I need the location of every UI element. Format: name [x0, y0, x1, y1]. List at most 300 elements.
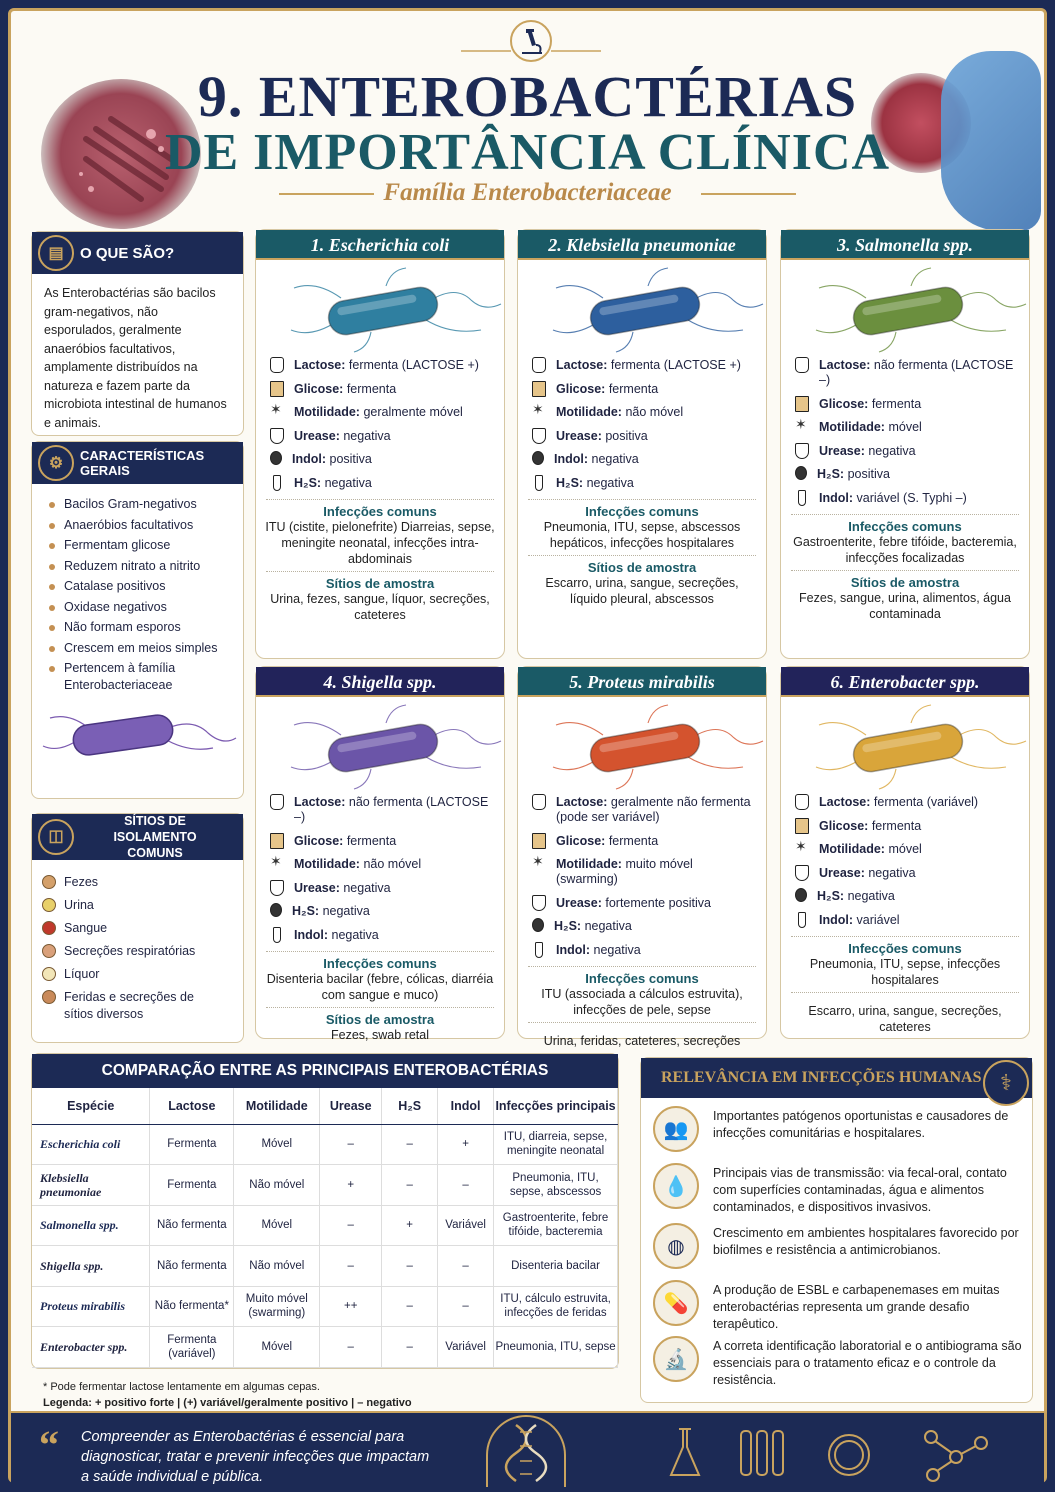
property-label: Urease:	[294, 880, 340, 895]
microscope-icon: 🔬	[653, 1336, 699, 1382]
table-cell: Fermenta	[150, 1165, 234, 1206]
property-label: Indol:	[292, 452, 327, 466]
table-cell: Pneumonia, ITU, sepse	[494, 1327, 618, 1368]
property-value: não móvel	[625, 405, 684, 419]
list-item: Oxidase negativos	[46, 599, 243, 616]
property-row	[795, 491, 1015, 506]
property-label: Urease:	[556, 895, 602, 910]
property-value: fermenta (LACTOSE +)	[348, 358, 479, 372]
table-row	[32, 1124, 618, 1165]
samples-heading: Sítios de amostra	[325, 1012, 435, 1027]
property-row	[532, 429, 752, 444]
relevance-text: A correta identificação laboratorial e o antibiograma são essenciais para o tratamento eficaz e o controle da resistência.	[713, 1339, 1022, 1387]
property-label: Motilidade:	[294, 405, 360, 419]
drop-icon: 💧	[653, 1163, 699, 1209]
property-value: negativa	[584, 919, 632, 933]
table-header-cell: Lactose	[150, 1088, 234, 1124]
property-value: positiva	[329, 452, 372, 466]
jar-icon	[795, 357, 809, 373]
samples-text: Urina, feridas, cateteres, secreções	[543, 1034, 741, 1048]
table-cell: ++	[320, 1286, 382, 1327]
divider	[791, 570, 1019, 571]
list-item: Reduzem nitrato a nitrito	[46, 558, 243, 575]
table-cell: Variável	[438, 1205, 494, 1246]
bacteria-card	[255, 666, 505, 1042]
property-value: fermenta	[608, 381, 659, 396]
property-value: não fermenta (LACTOSE –)	[819, 358, 1014, 387]
wound-icon	[42, 990, 56, 1004]
relevance-heading: RELEVÂNCIA EM INFECÇÕES HUMANAS	[641, 1058, 1032, 1098]
table-cell: –	[320, 1205, 382, 1246]
property-row	[532, 382, 752, 397]
table-cell: Não móvel	[234, 1165, 320, 1206]
list-item: Pertencem à família Enterobacteriaceae	[46, 660, 196, 694]
what-are-heading: O QUE SÃO?	[80, 244, 175, 262]
what-are-header	[32, 232, 243, 274]
table-cell: –	[382, 1246, 438, 1287]
samples-text: Escarro, urina, sangue, secreções, líquido pleural, abscessos	[545, 576, 739, 606]
motility-icon	[270, 404, 284, 420]
table-footnote: * Pode fermentar lactose lentamente em algumas cepas.	[43, 1381, 320, 1393]
table-row	[32, 1246, 618, 1287]
list-item: Urina	[42, 897, 243, 914]
table-cell: Não fermenta	[150, 1205, 234, 1246]
flask-icon	[270, 428, 284, 444]
general-features-list	[32, 496, 243, 694]
card-properties	[518, 358, 766, 491]
property-label: Motilidade:	[819, 420, 885, 434]
test-tube-icon	[535, 942, 543, 958]
property-value: geralmente não fermenta (pode ser variável)	[556, 795, 751, 824]
property-value: negativa	[868, 443, 916, 458]
flask-icon	[270, 880, 284, 896]
property-row	[532, 857, 752, 887]
table-cell: Fermenta	[150, 1124, 234, 1165]
flask-icon	[795, 865, 809, 881]
bacterium-illustration-icon	[781, 697, 1029, 795]
property-label: Urease:	[294, 428, 340, 443]
card-properties	[781, 795, 1029, 928]
drop-icon	[532, 918, 544, 932]
comparison-table-box	[31, 1053, 619, 1369]
infections-heading: Infecções comuns	[323, 956, 437, 971]
property-value: negativa	[868, 865, 916, 880]
infections-text: Pneumonia, ITU, sepse, abscessos hepáticos, infecções hospitalares	[543, 520, 741, 550]
list-item: Bacilos Gram-negativos	[46, 496, 243, 513]
what-are-box	[31, 231, 244, 436]
book-icon: ▤	[38, 235, 74, 271]
property-label: H₂S:	[554, 919, 582, 933]
table-header-cell: Urease	[320, 1088, 382, 1124]
header	[11, 11, 1044, 226]
infections-text: Disenteria bacilar (febre, cólicas, diarréia com sangue e muco)	[266, 972, 494, 1002]
table-cell: Gastroenterite, febre tifóide, bacteremia	[494, 1205, 618, 1246]
property-value: fermenta (LACTOSE +)	[610, 358, 741, 372]
table-row	[32, 1165, 618, 1206]
general-features-header	[32, 442, 243, 484]
property-label: Lactose:	[294, 358, 346, 372]
drop-icon	[532, 451, 544, 465]
relevance-item	[653, 1223, 1023, 1269]
bacteria-card	[255, 229, 505, 659]
divider	[266, 1007, 494, 1008]
property-value: negativa	[343, 428, 391, 443]
bacteria-card	[517, 666, 767, 1048]
flask-icon	[532, 895, 546, 911]
table-header-row	[32, 1088, 618, 1124]
samples-heading: Sítios de amostra	[325, 576, 435, 591]
isolation-sites-list	[32, 860, 243, 1023]
stool-icon	[42, 875, 56, 889]
table-cell: –	[382, 1165, 438, 1206]
motility-icon	[270, 856, 284, 872]
property-row	[795, 842, 1015, 857]
infections-heading: Infecções comuns	[585, 504, 699, 519]
jar-icon	[795, 794, 809, 810]
motility-icon	[795, 841, 809, 857]
infections-text: Pneumonia, ITU, sepse, infecções hospitalares	[809, 957, 1001, 987]
table-cell: –	[438, 1246, 494, 1287]
property-label: Glicose:	[819, 396, 869, 411]
bacteria-card	[780, 666, 1030, 1039]
table-cell: +	[320, 1165, 382, 1206]
table-row	[32, 1286, 618, 1327]
property-value: fortemente positiva	[605, 895, 711, 910]
lab-glassware-icon	[661, 1417, 1021, 1487]
relevance-text: Crescimento em ambientes hospitalares favorecido por biofilmes e resistência a antimicrobianos.	[713, 1226, 1019, 1257]
card-title: 5. Proteus mirabilis	[518, 667, 766, 697]
property-row	[270, 358, 490, 373]
property-label: Indol:	[554, 452, 589, 466]
species-cell: Proteus mirabilis	[32, 1286, 150, 1327]
isolation-sites-box	[31, 813, 244, 1043]
property-value: móvel	[888, 842, 922, 856]
drop-icon	[270, 903, 282, 917]
property-row	[270, 382, 490, 397]
property-value: negativa	[591, 452, 639, 466]
list-item: Fezes	[42, 874, 243, 891]
dna-icon	[486, 1415, 566, 1487]
property-label: Indol:	[294, 927, 329, 942]
divider	[528, 966, 756, 967]
property-row	[795, 444, 1015, 459]
property-value: negativa	[593, 942, 641, 957]
property-value: não móvel	[363, 857, 422, 871]
card-title: 6. Enterobacter spp.	[781, 667, 1029, 697]
table-cell: –	[382, 1286, 438, 1327]
list-item: Não formam esporos	[46, 619, 243, 636]
table-notes	[43, 1379, 412, 1411]
sample-jar-icon: ◫	[38, 819, 74, 855]
card-title: 1. Escherichia coli	[256, 230, 504, 260]
list-item: Fermentam glicose	[46, 537, 243, 554]
table-cell: Disenteria bacilar	[494, 1246, 618, 1287]
drop-icon	[795, 888, 807, 902]
bacteria-card	[780, 229, 1030, 659]
box-icon	[532, 381, 546, 397]
table-cell: Muito móvel (swarming)	[234, 1286, 320, 1327]
infections-heading: Infecções comuns	[848, 941, 962, 956]
infections-heading: Infecções comuns	[585, 971, 699, 986]
property-value: fermenta	[871, 396, 922, 411]
bacterium-illustration-icon	[781, 260, 1029, 358]
table-cell: –	[438, 1165, 494, 1206]
list-item: Líquor	[42, 966, 243, 983]
table-cell: –	[438, 1286, 494, 1327]
property-row	[270, 795, 490, 825]
relevance-text: Principais vias de transmissão: via fecal-oral, contato com superfícies contaminadas, água e alimentos contaminados, e dispositivos invasivos.	[713, 1166, 1007, 1214]
property-row	[795, 420, 1015, 435]
caduceus-icon: ⚕	[983, 1060, 1029, 1106]
property-label: H₂S:	[294, 475, 322, 490]
table-cell: –	[382, 1327, 438, 1368]
property-value: negativa	[324, 475, 372, 490]
property-label: Glicose:	[819, 818, 869, 833]
property-row	[532, 405, 752, 420]
test-tube-icon	[798, 912, 806, 928]
motility-icon	[532, 856, 546, 872]
table-cell: Fermenta (variável)	[150, 1327, 234, 1368]
property-label: Glicose:	[294, 381, 344, 396]
property-row	[532, 896, 752, 911]
property-row	[270, 857, 490, 872]
table-cell: Móvel	[234, 1124, 320, 1165]
table-body	[32, 1124, 618, 1367]
page-title: 9. ENTEROBACTÉRIAS	[197, 64, 858, 129]
property-value: positiva	[605, 428, 648, 443]
property-label: H₂S:	[817, 467, 845, 481]
table-header-cell: Indol	[438, 1088, 494, 1124]
divider	[528, 1022, 756, 1023]
bacterium-illustration-icon	[518, 260, 766, 358]
property-row	[532, 476, 752, 491]
table-cell: ITU, cálculo estruvita, infecções de feridas	[494, 1286, 618, 1327]
property-row	[270, 834, 490, 849]
divider	[266, 951, 494, 952]
property-label: Urease:	[819, 865, 865, 880]
test-tube-icon	[798, 490, 806, 506]
bacterium-illustration-icon	[256, 697, 504, 795]
property-label: Indol:	[819, 912, 854, 927]
infections-text: Gastroenterite, febre tifóide, bacteremia, infecções focalizadas	[793, 535, 1017, 565]
property-row	[795, 819, 1015, 834]
species-cell: Salmonella spp.	[32, 1205, 150, 1246]
property-value: geralmente móvel	[363, 405, 463, 419]
table-row	[32, 1205, 618, 1246]
divider	[266, 499, 494, 500]
samples-text: Fezes, swab retal	[331, 1028, 429, 1042]
box-icon	[270, 381, 284, 397]
what-are-text: As Enterobactérias são bacilos gram-negativos, não esporulados, geralmente anaeróbios facultativos, amplamente distribuídos na natureza e fazem parte da microbiota intestinal de humanos e animais.	[44, 286, 227, 430]
card-title: 3. Salmonella spp.	[781, 230, 1029, 260]
property-value: variável	[856, 912, 900, 927]
species-cell: Escherichia coli	[32, 1124, 150, 1165]
list-item: Catalase positivos	[46, 578, 243, 595]
table-cell: +	[382, 1205, 438, 1246]
property-value: móvel	[888, 420, 922, 434]
card-title: 2. Klebsiella pneumoniae	[518, 230, 766, 260]
property-label: Motilidade:	[556, 857, 622, 871]
table-cell: –	[320, 1246, 382, 1287]
property-row	[795, 358, 1015, 388]
pill-icon: 💊	[653, 1280, 699, 1326]
property-row	[532, 834, 752, 849]
box-icon	[532, 833, 546, 849]
list-item: Sangue	[42, 920, 243, 937]
property-value: muito móvel (swarming)	[556, 857, 693, 886]
property-label: Glicose:	[556, 833, 606, 848]
property-row	[270, 452, 490, 467]
box-icon	[795, 818, 809, 834]
samples-text: Urina, fezes, sangue, líquor, secreções, cateteres	[270, 592, 490, 622]
property-label: Motilidade:	[556, 405, 622, 419]
blood-icon	[42, 921, 56, 935]
isolation-sites-header	[32, 814, 243, 860]
property-row	[795, 889, 1015, 904]
list-item: Feridas e secreções de sítios diversos	[42, 989, 243, 1023]
infections-heading: Infecções comuns	[323, 504, 437, 519]
samples-text: Fezes, sangue, urina, alimentos, água contaminada	[799, 591, 1011, 621]
property-label: H₂S:	[292, 904, 320, 918]
property-value: variável (S. Typhi –)	[856, 490, 967, 505]
property-label: H₂S:	[556, 475, 584, 490]
property-label: Lactose:	[556, 795, 608, 809]
property-value: fermenta (variável)	[873, 795, 979, 809]
table-header-cell: H₂S	[382, 1088, 438, 1124]
table-cell: +	[438, 1124, 494, 1165]
table-cell: Não fermenta*	[150, 1286, 234, 1327]
property-row	[532, 452, 752, 467]
property-label: Lactose:	[556, 358, 608, 372]
property-label: Glicose:	[556, 381, 606, 396]
property-row	[532, 943, 752, 958]
divider	[528, 555, 756, 556]
gear-icon: ⚙	[38, 445, 74, 481]
bacterium-illustration-icon	[256, 260, 504, 358]
property-label: Indol:	[819, 490, 854, 505]
property-label: Indol:	[556, 942, 591, 957]
property-row	[795, 866, 1015, 881]
property-row	[795, 397, 1015, 412]
property-label: Lactose:	[819, 358, 871, 372]
property-value: negativa	[586, 475, 634, 490]
relevance-item	[653, 1336, 1023, 1389]
table-cell: –	[382, 1124, 438, 1165]
card-properties	[256, 795, 504, 943]
divider	[791, 992, 1019, 993]
property-row	[270, 476, 490, 491]
comparison-heading: COMPARAÇÃO ENTRE AS PRINCIPAIS ENTEROBACTÉRIAS	[32, 1054, 618, 1088]
species-cell: Enterobacter spp.	[32, 1327, 150, 1368]
property-value: positiva	[847, 467, 890, 481]
property-value: negativa	[343, 880, 391, 895]
samples-heading: Sítios de amostra	[850, 575, 960, 590]
property-label: Motilidade:	[294, 857, 360, 871]
property-label: Lactose:	[819, 795, 871, 809]
quote-icon: “	[39, 1422, 59, 1467]
table-cell: –	[320, 1124, 382, 1165]
table-cell: Pneumonia, ITU, sepse, abscessos	[494, 1165, 618, 1206]
divider	[528, 499, 756, 500]
table-cell: Móvel	[234, 1327, 320, 1368]
drop-icon	[795, 466, 807, 480]
jar-icon	[270, 357, 284, 373]
urine-icon	[42, 898, 56, 912]
table-cell: –	[320, 1327, 382, 1368]
divider	[266, 571, 494, 572]
relevance-text: Importantes patógenos oportunistas e causadores de infecções comunitárias e hospitalares.	[713, 1109, 1009, 1140]
samples-heading: Sítios de amostra	[587, 560, 697, 575]
card-properties	[781, 358, 1029, 506]
general-features-box	[31, 441, 244, 799]
property-row	[795, 467, 1015, 482]
lungs-icon	[42, 944, 56, 958]
bacteria-card	[517, 229, 767, 659]
property-value: fermenta	[608, 833, 659, 848]
flask-icon	[795, 443, 809, 459]
property-row	[270, 928, 490, 943]
property-value: fermenta	[871, 818, 922, 833]
test-tube-icon	[273, 475, 281, 491]
property-value: negativa	[331, 927, 379, 942]
motility-icon	[795, 419, 809, 435]
relevance-text: A produção de ESBL e carbapenemases em muitas enterobactérias representa um grande desafio terapêutico.	[713, 1283, 1000, 1331]
jar-icon	[532, 357, 546, 373]
infections-heading: Infecções comuns	[848, 519, 962, 534]
bacterium-illustration-icon	[518, 697, 766, 795]
samples-text: Escarro, urina, sangue, secreções, cateteres	[808, 1004, 1002, 1034]
petri-dish-icon: ◍	[653, 1223, 699, 1269]
card-title: 4. Shigella spp.	[256, 667, 504, 697]
footer-quote: Compreender as Enterobactérias é essencial para diagnosticar, tratar e prevenir infecções que impactam a saúde individual e pública.	[81, 1429, 430, 1485]
drop-icon	[270, 451, 282, 465]
bacterium-illustration-icon	[38, 698, 238, 768]
property-row	[532, 919, 752, 934]
property-row	[270, 904, 490, 919]
brain-icon	[42, 967, 56, 981]
property-label: Urease:	[556, 428, 602, 443]
table-header-cell: Motilidade	[234, 1088, 320, 1124]
table-header-cell: Infecções principais	[494, 1088, 618, 1124]
page-subtitle: Família Enterobacteriaceae	[383, 179, 672, 206]
property-value: não fermenta (LACTOSE –)	[294, 795, 489, 824]
card-properties	[256, 358, 504, 491]
subtitle-rule-right	[701, 193, 796, 195]
table-legend: Legenda: + positivo forte | (+) variável/geralmente positivo | – negativo	[43, 1397, 412, 1409]
table-cell: Variável	[438, 1327, 494, 1368]
table-cell: Móvel	[234, 1205, 320, 1246]
table-cell: Não fermenta	[150, 1246, 234, 1287]
list-item: Crescem em meios simples	[46, 640, 243, 657]
divider	[791, 936, 1019, 937]
property-row	[270, 405, 490, 420]
poster	[8, 8, 1047, 1483]
property-row	[532, 358, 752, 373]
property-value: fermenta	[346, 381, 397, 396]
property-label: Lactose:	[294, 795, 346, 809]
property-value: negativa	[322, 904, 370, 918]
relevance-item	[653, 1163, 1023, 1216]
relevance-item	[653, 1106, 1023, 1152]
property-row	[270, 881, 490, 896]
property-label: Motilidade:	[819, 842, 885, 856]
property-label: H₂S:	[817, 889, 845, 903]
property-value: negativa	[847, 889, 895, 903]
box-icon	[270, 833, 284, 849]
comparison-table	[32, 1088, 618, 1368]
motility-icon	[532, 404, 546, 420]
test-tube-icon	[273, 927, 281, 943]
